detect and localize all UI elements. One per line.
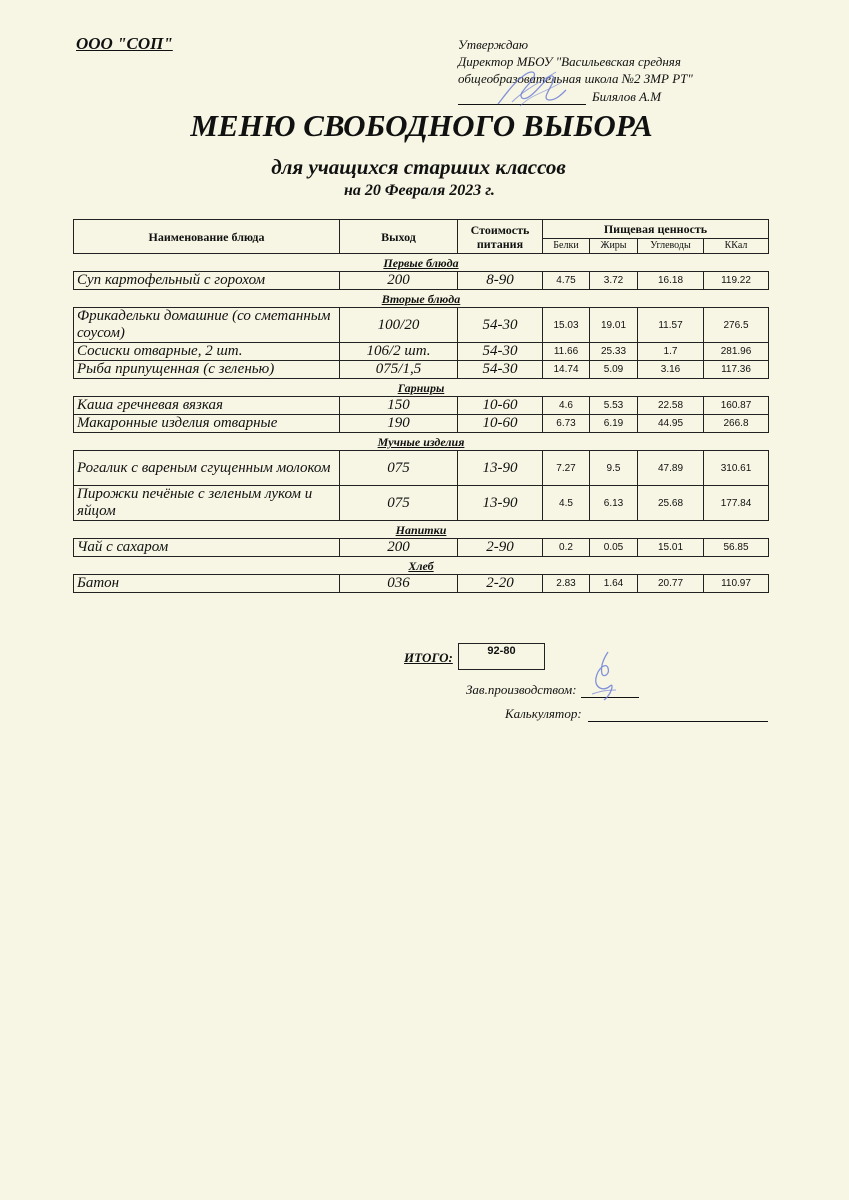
dish-output: 075 bbox=[340, 451, 458, 486]
dish-fats: 9.5 bbox=[590, 451, 638, 486]
col-header-output: Выход bbox=[340, 220, 458, 254]
dish-output: 075 bbox=[340, 486, 458, 521]
dish-carbs: 44.95 bbox=[638, 415, 704, 433]
dish-carbs: 16.18 bbox=[638, 272, 704, 290]
page-title: МЕНЮ СВОБОДНОГО ВЫБОРА bbox=[190, 108, 653, 143]
dish-cost: 10-60 bbox=[458, 415, 543, 433]
dish-kcal: 110.97 bbox=[704, 575, 769, 593]
approve-school: общеобразовательная школа №2 ЗМР РТ" bbox=[458, 71, 693, 86]
section-title: Вторые блюда bbox=[381, 292, 461, 306]
dish-kcal: 160.87 bbox=[704, 397, 769, 415]
dish-cost: 10-60 bbox=[458, 397, 543, 415]
calculator-label: Калькулятор: bbox=[505, 706, 582, 721]
dish-fats: 19.01 bbox=[590, 308, 638, 343]
approve-signature-row bbox=[458, 87, 788, 105]
production-manager-label: Зав.производством: bbox=[466, 682, 577, 697]
approve-position: Директор МБОУ "Васильевская средняя bbox=[458, 54, 681, 69]
calculator-signature-line bbox=[588, 707, 768, 722]
dish-fats: 5.09 bbox=[590, 361, 638, 379]
dish-kcal: 310.61 bbox=[704, 451, 769, 486]
dish-output: 106/2 шт. bbox=[340, 343, 458, 361]
section-title: Напитки bbox=[395, 523, 447, 537]
dish-name: Пирожки печёные с зеленым луком и яйцом bbox=[74, 486, 340, 521]
dish-fats: 25.33 bbox=[590, 343, 638, 361]
signature-line bbox=[458, 87, 586, 105]
dish-kcal: 266.8 bbox=[704, 415, 769, 433]
dish-kcal: 119.22 bbox=[704, 272, 769, 290]
dish-cost: 54-30 bbox=[458, 343, 543, 361]
dish-output: 200 bbox=[340, 272, 458, 290]
dish-carbs: 25.68 bbox=[638, 486, 704, 521]
dish-kcal: 281.96 bbox=[704, 343, 769, 361]
dish-cost: 13-90 bbox=[458, 451, 543, 486]
dish-proteins: 4.75 bbox=[543, 272, 590, 290]
dish-output: 150 bbox=[340, 397, 458, 415]
dish-output: 075/1,5 bbox=[340, 361, 458, 379]
dish-carbs: 15.01 bbox=[638, 539, 704, 557]
total-label: ИТОГО: bbox=[404, 650, 453, 665]
table-row bbox=[74, 343, 769, 361]
dish-carbs: 20.77 bbox=[638, 575, 704, 593]
approval-block bbox=[458, 36, 788, 105]
col-header-name: Наименование блюда bbox=[74, 220, 340, 254]
dish-name: Батон bbox=[74, 575, 340, 593]
dish-name: Фрикадельки домашние (со сметанным соусом) bbox=[74, 308, 340, 343]
dish-cost: 2-90 bbox=[458, 539, 543, 557]
col-header-fats: Жиры bbox=[590, 239, 638, 254]
production-signature-line bbox=[581, 683, 639, 698]
col-header-kcal: ККал bbox=[704, 239, 769, 254]
dish-fats: 6.19 bbox=[590, 415, 638, 433]
menu-table bbox=[73, 219, 769, 593]
dish-cost: 54-30 bbox=[458, 361, 543, 379]
section-title: Первые блюда bbox=[383, 256, 459, 270]
table-row bbox=[74, 486, 769, 521]
dish-cost: 2-20 bbox=[458, 575, 543, 593]
calculator-row bbox=[505, 706, 768, 722]
col-header-proteins: Белки bbox=[543, 239, 590, 254]
dish-kcal: 56.85 bbox=[704, 539, 769, 557]
dish-proteins: 7.27 bbox=[543, 451, 590, 486]
table-row bbox=[74, 272, 769, 290]
dish-kcal: 177.84 bbox=[704, 486, 769, 521]
dish-output: 200 bbox=[340, 539, 458, 557]
dish-proteins: 15.03 bbox=[543, 308, 590, 343]
dish-output: 036 bbox=[340, 575, 458, 593]
dish-name: Сосиски отварные, 2 шт. bbox=[74, 343, 340, 361]
dish-proteins: 11.66 bbox=[543, 343, 590, 361]
dish-proteins: 4.6 bbox=[543, 397, 590, 415]
dish-name: Макаронные изделия отварные bbox=[74, 415, 340, 433]
menu-date: на 20 Февраля 2023 г. bbox=[344, 182, 495, 199]
dish-output: 100/20 bbox=[340, 308, 458, 343]
dish-proteins: 2.83 bbox=[543, 575, 590, 593]
dish-carbs: 11.57 bbox=[638, 308, 704, 343]
dish-fats: 0.05 bbox=[590, 539, 638, 557]
table-row bbox=[74, 415, 769, 433]
section-title: Гарниры bbox=[397, 381, 445, 395]
dish-fats: 5.53 bbox=[590, 397, 638, 415]
total-value: 92-80 bbox=[458, 643, 545, 670]
dish-proteins: 6.73 bbox=[543, 415, 590, 433]
col-header-carbs: Углеводы bbox=[638, 239, 704, 254]
table-row bbox=[74, 539, 769, 557]
dish-name: Рыба припущенная (с зеленью) bbox=[74, 361, 340, 379]
dish-cost: 13-90 bbox=[458, 486, 543, 521]
table-row bbox=[74, 361, 769, 379]
production-manager-row bbox=[466, 682, 639, 698]
dish-proteins: 4.5 bbox=[543, 486, 590, 521]
company-name: ООО "СОП" bbox=[76, 34, 173, 53]
dish-cost: 8-90 bbox=[458, 272, 543, 290]
table-row bbox=[74, 308, 769, 343]
col-header-nutrition: Пищевая ценность bbox=[543, 220, 769, 239]
approve-signer: Билялов А.М bbox=[592, 89, 662, 104]
dish-carbs: 3.16 bbox=[638, 361, 704, 379]
dish-kcal: 276.5 bbox=[704, 308, 769, 343]
dish-name: Чай с сахаром bbox=[74, 539, 340, 557]
dish-name: Суп картофельный с горохом bbox=[74, 272, 340, 290]
table-row bbox=[74, 397, 769, 415]
dish-proteins: 14.74 bbox=[543, 361, 590, 379]
dish-carbs: 1.7 bbox=[638, 343, 704, 361]
col-header-cost: Стоимость питания bbox=[458, 220, 543, 254]
approve-label: Утверждаю bbox=[458, 37, 529, 52]
page-subtitle: для учащихся старших классов bbox=[271, 155, 566, 179]
dish-output: 190 bbox=[340, 415, 458, 433]
dish-cost: 54-30 bbox=[458, 308, 543, 343]
dish-carbs: 47.89 bbox=[638, 451, 704, 486]
dish-fats: 1.64 bbox=[590, 575, 638, 593]
dish-name: Каша гречневая вязкая bbox=[74, 397, 340, 415]
section-title: Хлеб bbox=[408, 559, 434, 573]
dish-proteins: 0.2 bbox=[543, 539, 590, 557]
dish-fats: 6.13 bbox=[590, 486, 638, 521]
dish-kcal: 117.36 bbox=[704, 361, 769, 379]
section-title: Мучные изделия bbox=[377, 435, 465, 449]
dish-carbs: 22.58 bbox=[638, 397, 704, 415]
table-row bbox=[74, 575, 769, 593]
dish-name: Рогалик с вареным сгущенным молоком bbox=[74, 451, 340, 486]
table-row bbox=[74, 451, 769, 486]
dish-fats: 3.72 bbox=[590, 272, 638, 290]
